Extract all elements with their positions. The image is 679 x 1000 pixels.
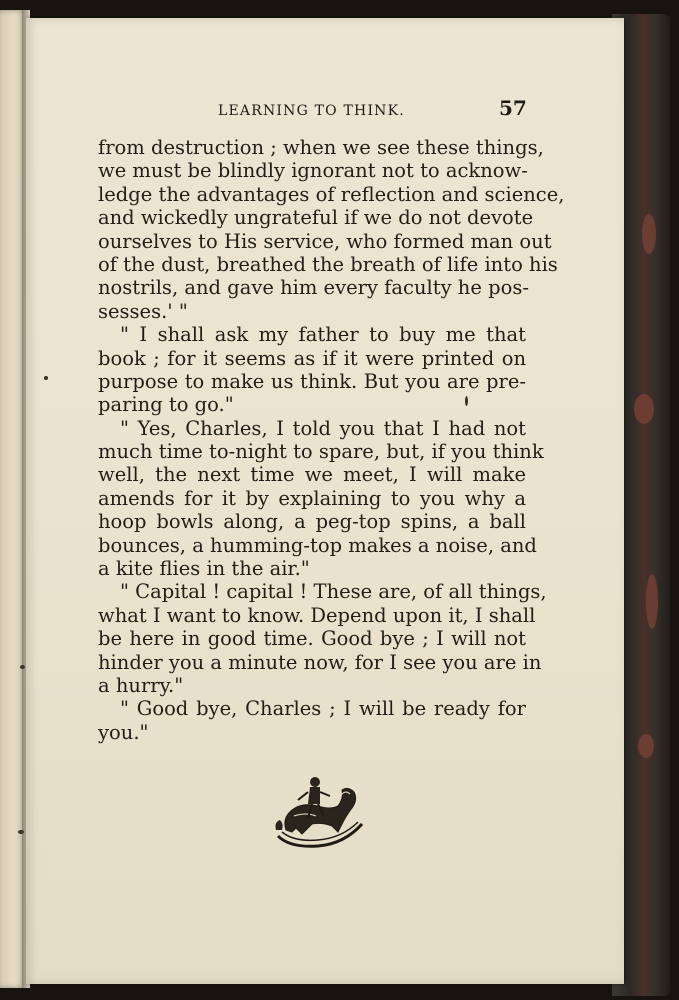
text-line: well, the next time we meet, I will make — [98, 463, 526, 487]
text-line: we must be blindly ignorant not to acknow- — [98, 159, 528, 183]
rocking-horse-rider-icon — [272, 772, 366, 850]
text-line: " I shall ask my father to buy me that — [120, 323, 526, 347]
text-line: be here in good time. Good bye ; I will not — [98, 627, 526, 651]
text-line: purpose to make us think. But you are pre- — [98, 369, 526, 393]
text-line: you." — [98, 720, 149, 744]
text-line: book ; for it seems as if it were printed on — [98, 346, 526, 370]
text-line: from destruction ; when we see these things, — [98, 136, 544, 159]
paper-speck — [18, 830, 24, 834]
paper-speck — [20, 665, 25, 669]
running-title: LEARNING TO THINK. — [218, 103, 405, 119]
text-line: nostrils, and gave him every faculty he pos- — [98, 276, 529, 300]
text-line: sesses.' " — [98, 299, 188, 323]
text-line: bounces, a humming-top makes a noise, and — [98, 533, 537, 557]
text-line: of the dust, breathed the breath of life into his — [98, 252, 558, 276]
page-number: 57 — [499, 96, 527, 120]
text-line: what I want to know. Depend upon it, I shall — [98, 603, 536, 627]
text-line: ourselves to His service, who formed man out — [98, 229, 552, 253]
text-line: a kite flies in the air." — [98, 557, 310, 581]
text-line: and wickedly ungrateful if we do not devote — [98, 206, 534, 230]
text-line: paring to go." — [98, 393, 234, 417]
text-line: hinder you a minute now, for I see you are in — [98, 650, 542, 674]
body-text — [98, 136, 565, 744]
text-line: ledge the advantages of reflection and science, — [98, 182, 565, 206]
text-line: much time to-night to spare, but, if you think — [98, 440, 544, 464]
text-line: hoop bowls along, a peg-top spins, a ball — [98, 510, 526, 534]
paper-speck — [44, 376, 48, 380]
paper-speck — [465, 396, 468, 406]
text-line: amends for it by explaining to you why a — [98, 486, 526, 510]
text-line: " Capital ! capital ! These are, of all things, — [120, 580, 547, 604]
text-line: " Yes, Charles, I told you that I had not — [120, 416, 526, 440]
text-line: " Good bye, Charles ; I will be ready for — [120, 697, 526, 721]
text-line: a hurry." — [98, 673, 184, 697]
